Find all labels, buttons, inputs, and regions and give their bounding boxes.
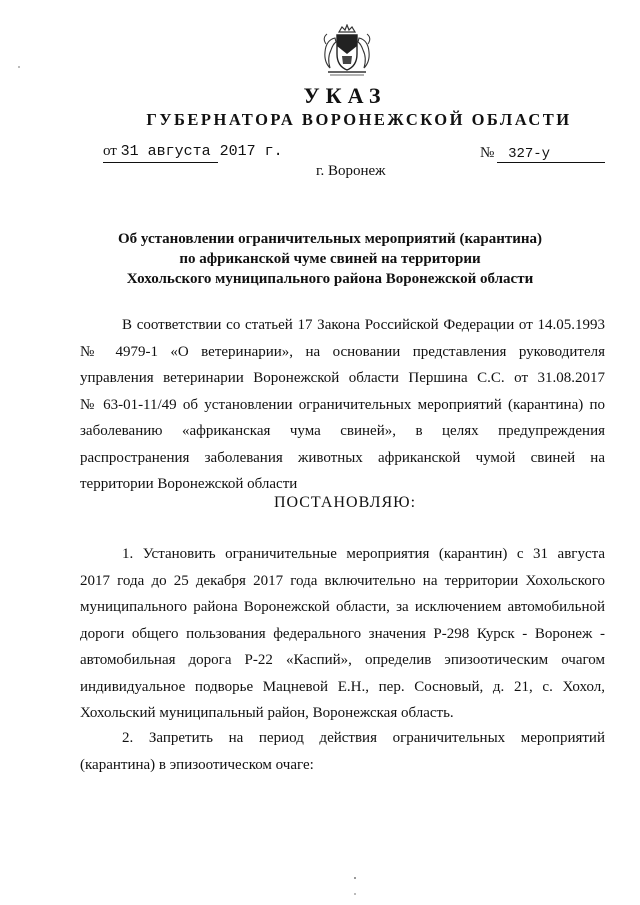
paragraph-line: (карантина) в эпизоотическом очаге:: [80, 756, 314, 773]
date-value: 31 августа 2017 г.: [120, 143, 283, 160]
paragraph-line: распространения заболевания животных африканской чумой свиней на: [80, 449, 605, 466]
number-underline: [497, 162, 605, 163]
city-label: г. Воронеж: [316, 163, 386, 179]
number-field: [480, 145, 550, 162]
paragraph-line: муниципального района Воронежской области, за исключением автомобильной: [80, 599, 605, 615]
number-value: 327-у: [508, 146, 551, 162]
paragraph-line: автомобильная дорога Р-22 «Каспий», определив эпизоотическим очагом: [80, 652, 605, 668]
heading-line: Хохольского муниципального района Воронежской области: [126, 271, 534, 287]
item-1-paragraph: [80, 541, 605, 727]
paragraph-line: 1. Установить ограничительные мероприятия (карантин) с 31 августа: [122, 546, 605, 562]
paragraph-line: 2. Запретить на период действия ограничительных мероприятий: [122, 730, 605, 746]
date-field: [103, 143, 283, 160]
paragraph-line: Хохольский муниципальный район, Воронежская область.: [80, 705, 454, 721]
scan-speck: [18, 66, 20, 68]
document-heading: [90, 229, 570, 289]
coat-of-arms-emblem: [318, 24, 376, 82]
paragraph-line: 2017 года до 25 декабря 2017 года включительно на территории Хохольского: [80, 572, 605, 589]
paragraph-line: дороги общего пользования федерального значения Р-298 Курск - Воронеж -: [80, 625, 605, 642]
date-underline: [103, 162, 218, 163]
item-2-paragraph: [80, 725, 605, 778]
number-prefix: №: [480, 145, 495, 161]
scan-speck: [354, 893, 356, 895]
paragraph-line: управления ветеринарии Воронежской области Першина С.С. от 31.08.2017: [80, 370, 605, 386]
date-prefix: от: [103, 143, 117, 159]
heading-line: по африканской чуме свиней на территории: [179, 251, 481, 267]
document-type-title: УКАЗ: [303, 83, 387, 108]
paragraph-line: В соответствии со статьей 17 Закона Российской Федерации от 14.05.1993: [122, 317, 605, 333]
paragraph-line: заболеванию «африканская чума свиней», в целях предупреждения: [80, 423, 605, 439]
paragraph-line: № 4979-1 «О ветеринарии», на основании представления руководителя: [80, 343, 605, 360]
heading-line: Об установлении ограничительных мероприятий (карантина): [117, 231, 542, 247]
decree-word: ПОСТАНОВЛЯЮ:: [273, 494, 417, 511]
paragraph-line: индивидуальное подворье Мацневой Е.Н., пер. Сосновый, д. 21, с. Хохол,: [80, 678, 605, 695]
scan-speck: [354, 877, 356, 879]
paragraph-line: территории Воронежской области: [80, 476, 298, 492]
issuer-title: ГУБЕРНАТОРА ВОРОНЕЖСКОЙ ОБЛАСТИ: [146, 110, 572, 129]
paragraph-line: № 63-01-11/49 об установлении ограничительных мероприятий (карантина) по: [80, 396, 605, 413]
preamble-paragraph: [80, 312, 605, 498]
